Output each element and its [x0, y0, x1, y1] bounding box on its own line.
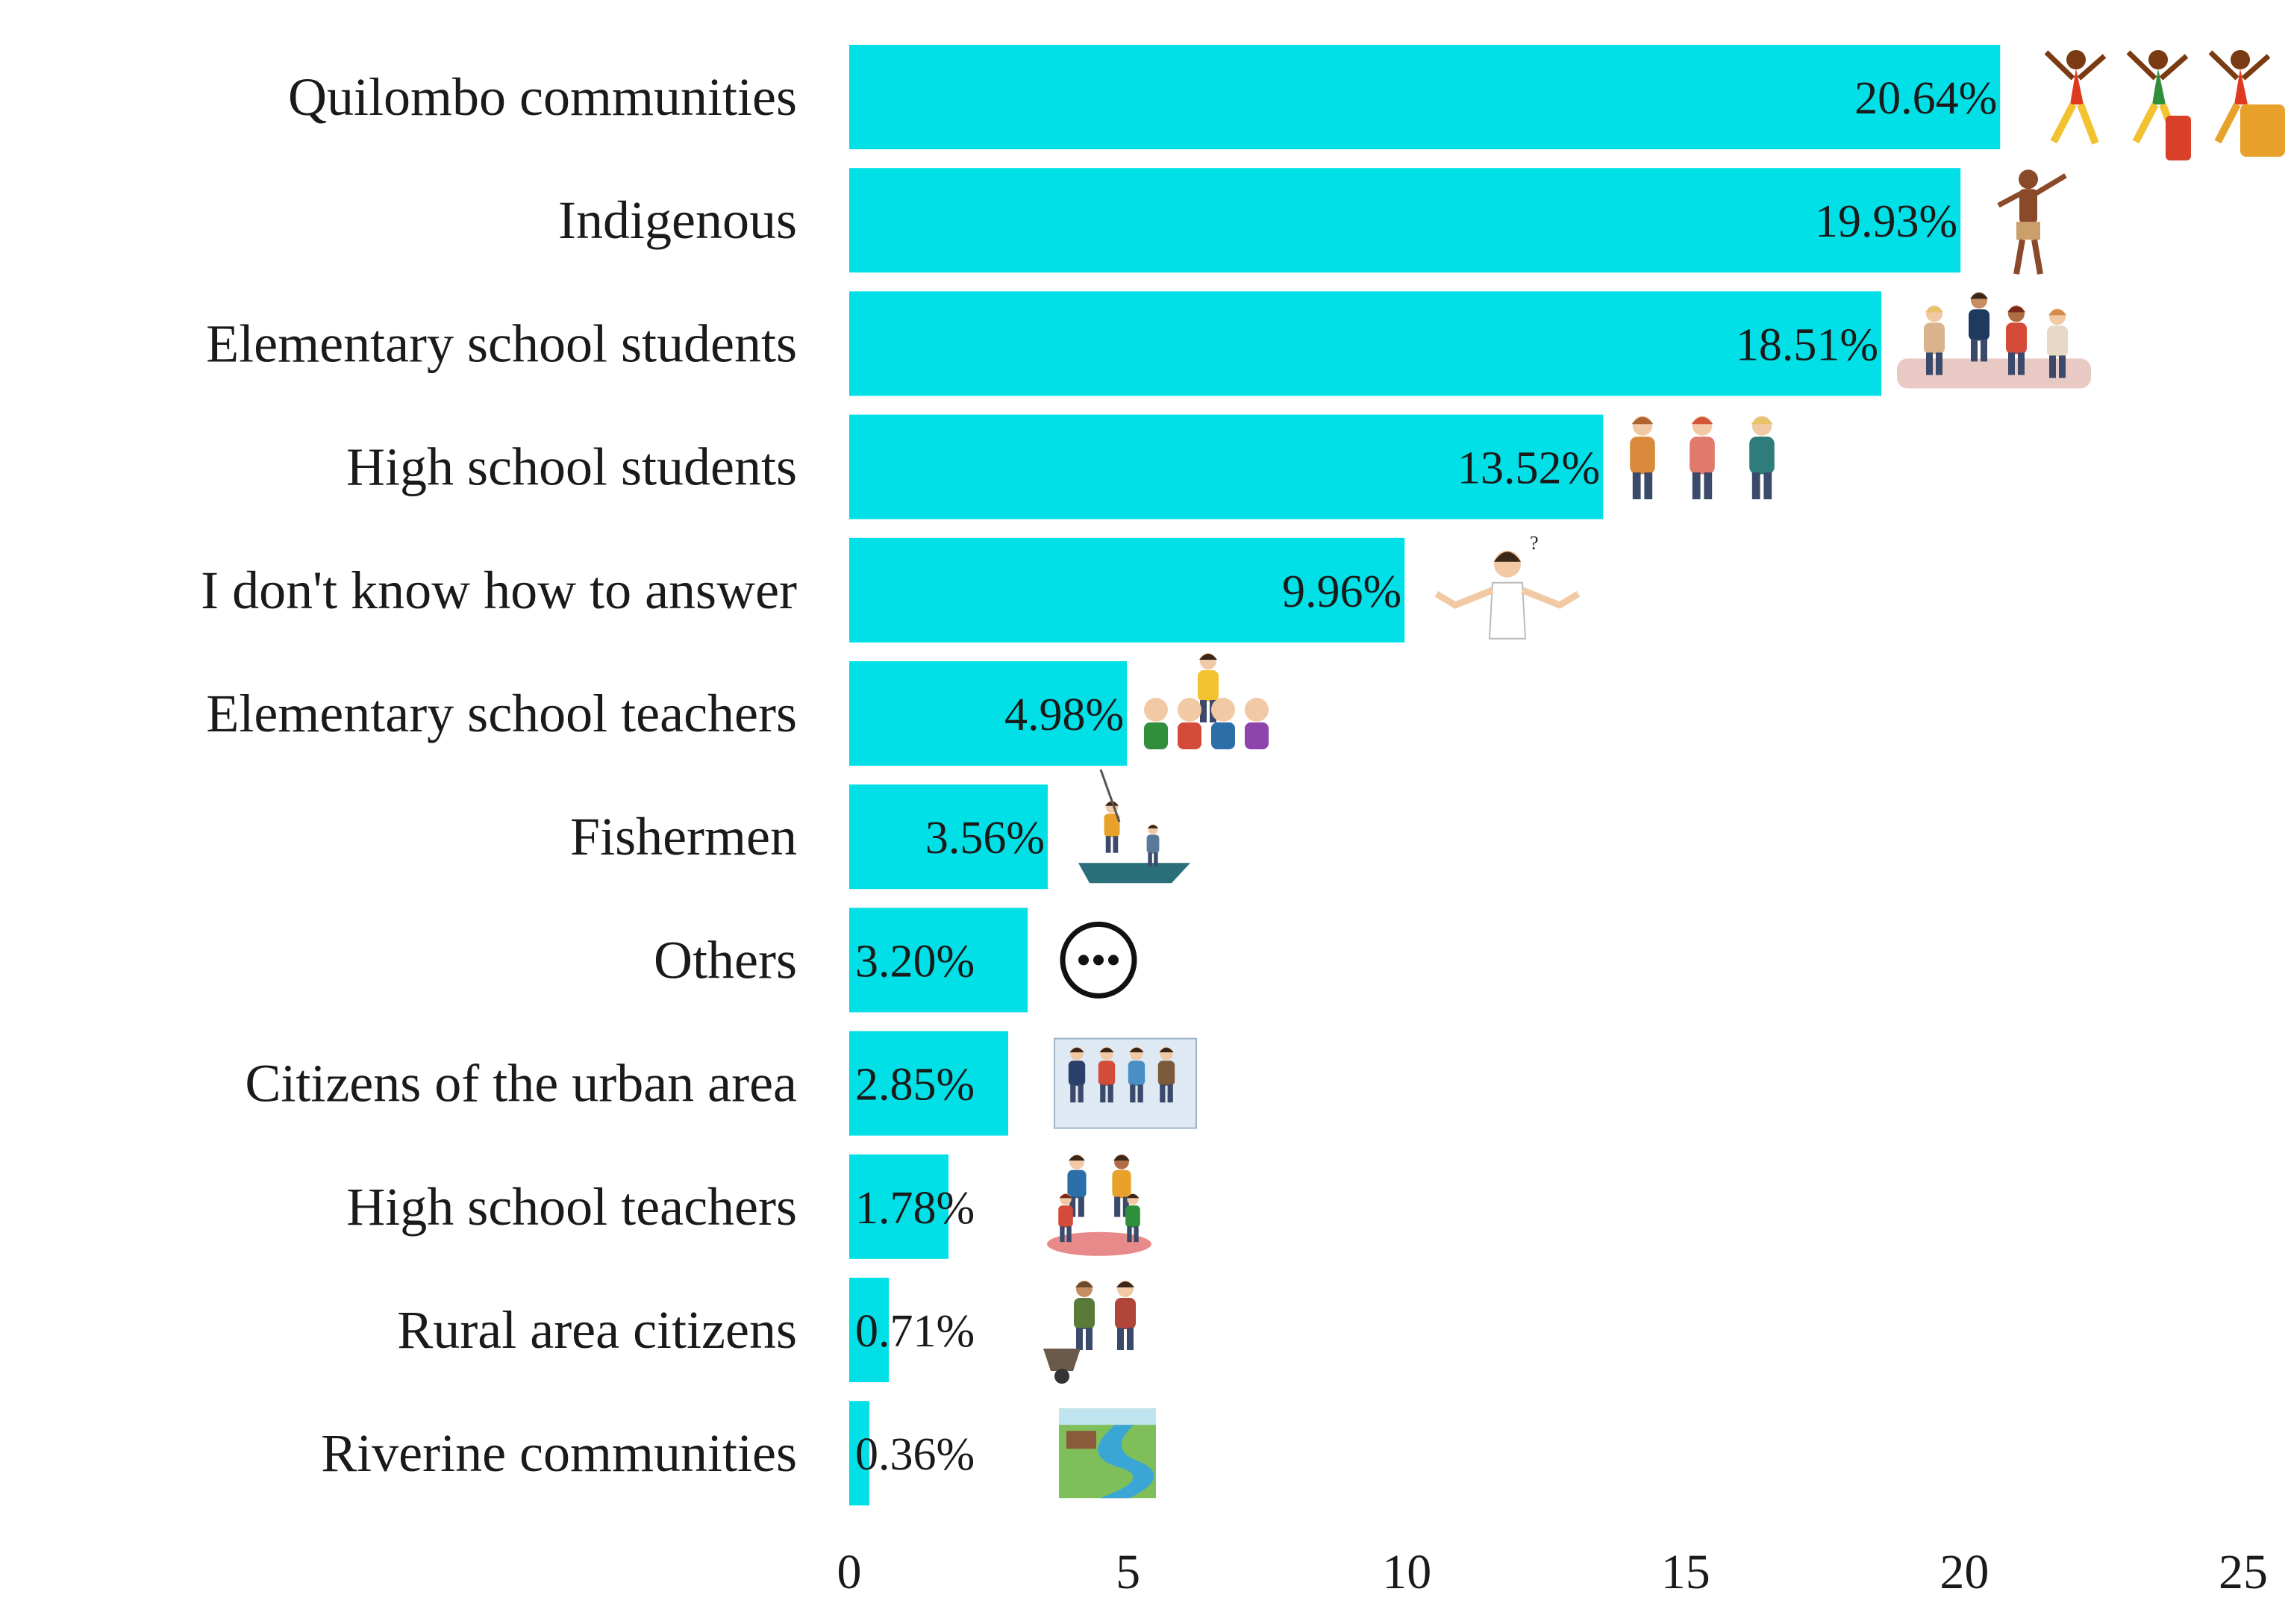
category-label: I don't know how to answer — [201, 560, 797, 620]
teachers-group-icon — [1047, 1155, 1151, 1256]
x-tick-label: 5 — [1116, 1545, 1141, 1599]
value-label: 3.20% — [855, 936, 975, 987]
high-school-students-icon — [1630, 416, 1775, 499]
category-label: Fishermen — [570, 807, 797, 867]
x-tick-label: 20 — [1940, 1545, 1990, 1599]
value-label: 0.71% — [855, 1306, 975, 1357]
category-label: High school teachers — [346, 1176, 797, 1237]
x-tick-label: 15 — [1660, 1545, 1710, 1599]
x-axis — [837, 1545, 2269, 1599]
category-label: Indigenous — [558, 190, 797, 251]
bar — [849, 291, 1881, 396]
category-label: Citizens of the urban area — [245, 1053, 797, 1114]
value-label: 9.96% — [1282, 566, 1402, 617]
value-label: 19.93% — [1815, 196, 1958, 248]
farmers-icon — [1043, 1281, 1136, 1384]
category-label: Quilombo communities — [288, 67, 797, 127]
bar — [849, 45, 2000, 149]
category-label: High school students — [346, 437, 797, 497]
river-landscape-icon — [1059, 1408, 1156, 1498]
teacher-with-children-icon — [1144, 653, 1269, 749]
value-label: 18.51% — [1735, 319, 1879, 371]
x-tick-label: 10 — [1382, 1545, 1432, 1599]
category-label: Riverine communities — [321, 1423, 797, 1484]
value-label: 20.64% — [1854, 73, 1998, 124]
category-label: Others — [654, 930, 797, 990]
bar — [849, 168, 1960, 272]
value-label: 4.98% — [1004, 690, 1125, 740]
svg-text:?: ? — [1530, 531, 1539, 554]
x-tick-label: 0 — [837, 1545, 862, 1599]
more-options-icon — [1063, 924, 1134, 996]
value-label: 0.36% — [855, 1429, 975, 1481]
students-reading-icon — [1897, 292, 2091, 388]
shrugging-person-icon — [1437, 532, 1578, 639]
category-label: Rural area citizens — [397, 1300, 797, 1360]
category-label: Elementary school students — [206, 313, 797, 374]
value-label: 13.52% — [1457, 443, 1601, 494]
labels-layer — [201, 67, 1997, 1483]
x-tick-label: 25 — [2219, 1545, 2268, 1599]
fishermen-boat-icon — [1078, 769, 1190, 883]
bars-layer — [849, 45, 2000, 1505]
dancers-drum-icon — [2046, 50, 2285, 160]
indigenous-person-icon — [1998, 169, 2066, 274]
value-label: 3.56% — [925, 813, 1045, 864]
value-label: 1.78% — [855, 1182, 975, 1234]
category-label: Elementary school teachers — [206, 684, 797, 743]
urban-citizens-icon — [1054, 1039, 1196, 1128]
value-label: 2.85% — [855, 1059, 975, 1111]
